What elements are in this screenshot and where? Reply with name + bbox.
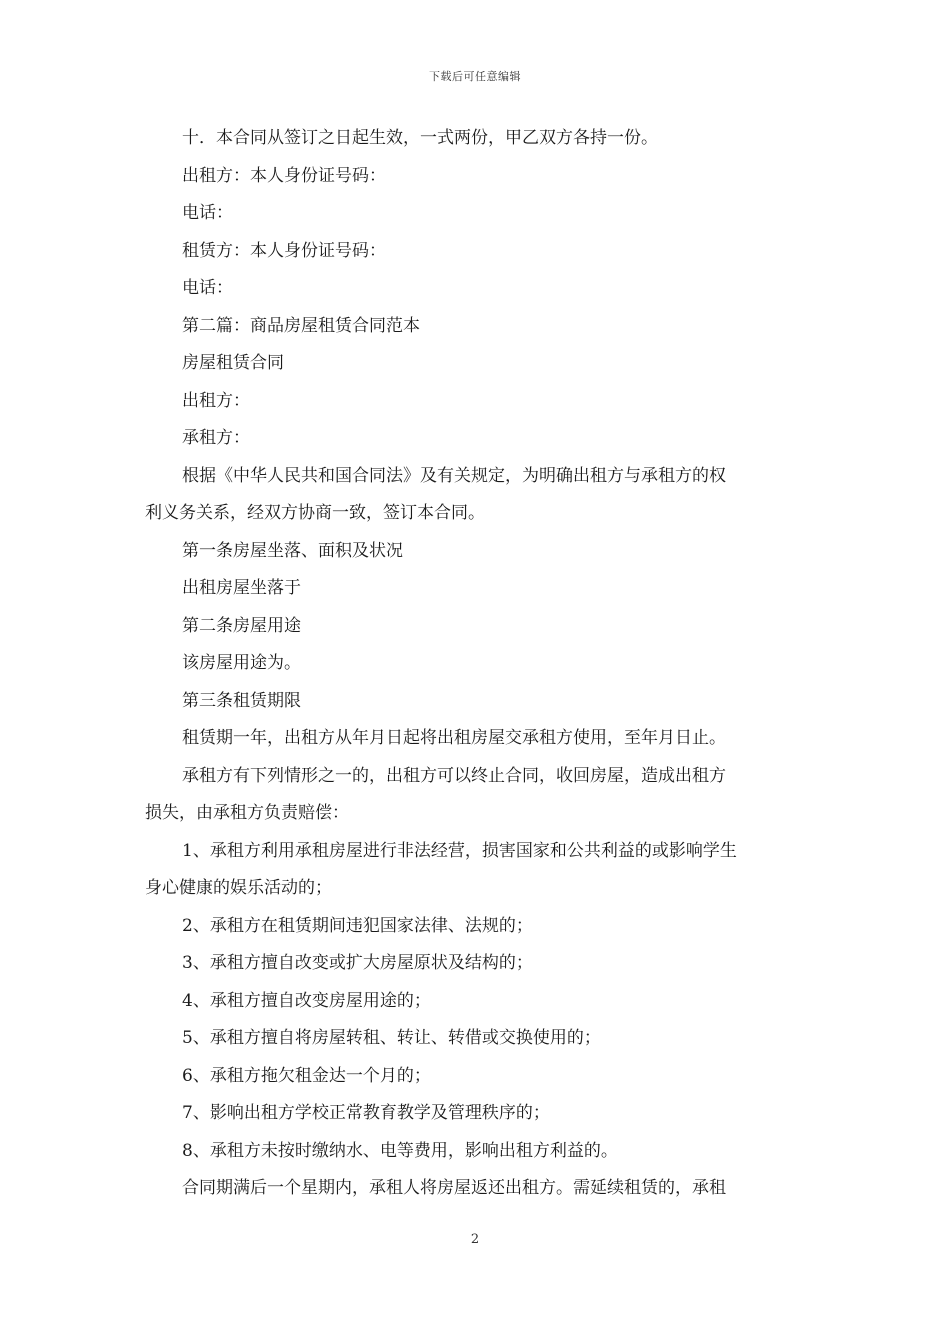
list-item: 8、承租方未按时缴纳水、电等费用，影响出租方利益的。 — [182, 1140, 618, 1161]
text-line: 租赁期一年，出租方从年月日起将出租房屋交承租方使用，至年月日止。 — [182, 728, 726, 748]
text-line: 根据《中华人民共和国合同法》及有关规定，为明确出租方与承租方的权 — [182, 465, 726, 486]
list-item: 7、影响出租方学校正常教育教学及管理秩序的； — [182, 1103, 550, 1123]
text-line: 电话： — [182, 203, 233, 223]
list-item: 4、承租方擅自改变房屋用途的； — [182, 990, 431, 1011]
text-line: 承租方： — [182, 428, 250, 448]
document-body — [145, 120, 807, 1208]
text-line: 该房屋用途为。 — [182, 653, 301, 673]
text-line: 出租方： — [182, 390, 250, 411]
list-item: 2、承租方在租赁期间违犯国家法律、法规的； — [182, 915, 533, 936]
text-line: 身心健康的娱乐活动的； — [145, 878, 332, 898]
section-heading: 第二篇：商品房屋租赁合同范本 — [182, 315, 420, 336]
text-line: 十．本合同从签订之日起生效，一式两份，甲乙双方各持一份。 — [182, 128, 658, 148]
text-line: 出租房屋坐落于 — [182, 578, 301, 598]
text-line: 损失，由承租方负责赔偿： — [145, 803, 349, 823]
list-item: 5、承租方擅自将房屋转租、转让、转借或交换使用的； — [182, 1028, 601, 1048]
text-line: 租赁方：本人身份证号码： — [182, 240, 386, 261]
page-number: 2 — [470, 1232, 480, 1247]
contract-title: 房屋租赁合同 — [182, 353, 284, 373]
text-line: 利义务关系，经双方协商一致，签订本合同。 — [145, 503, 485, 523]
text-line: 合同期满后一个星期内，承租人将房屋返还出租方。需延续租赁的，承租 — [182, 1178, 726, 1198]
list-item: 1、承租方利用承租房屋进行非法经营，损害国家和公共利益的或影响学生 — [182, 840, 737, 861]
text-line: 承租方有下列情形之一的，出租方可以终止合同，收回房屋，造成出租方 — [182, 765, 726, 786]
list-item: 3、承租方擅自改变或扩大房屋原状及结构的； — [182, 953, 533, 973]
list-item: 6、承租方拖欠租金达一个月的； — [182, 1065, 431, 1086]
article-heading: 第三条租赁期限 — [182, 690, 301, 711]
text-line: 出租方：本人身份证号码： — [182, 165, 386, 186]
text-line: 电话： — [182, 278, 233, 298]
article-heading: 第一条房屋坐落、面积及状况 — [182, 540, 403, 561]
article-heading: 第二条房屋用途 — [182, 615, 301, 636]
page-header: 下载后可任意编辑 — [429, 70, 521, 83]
